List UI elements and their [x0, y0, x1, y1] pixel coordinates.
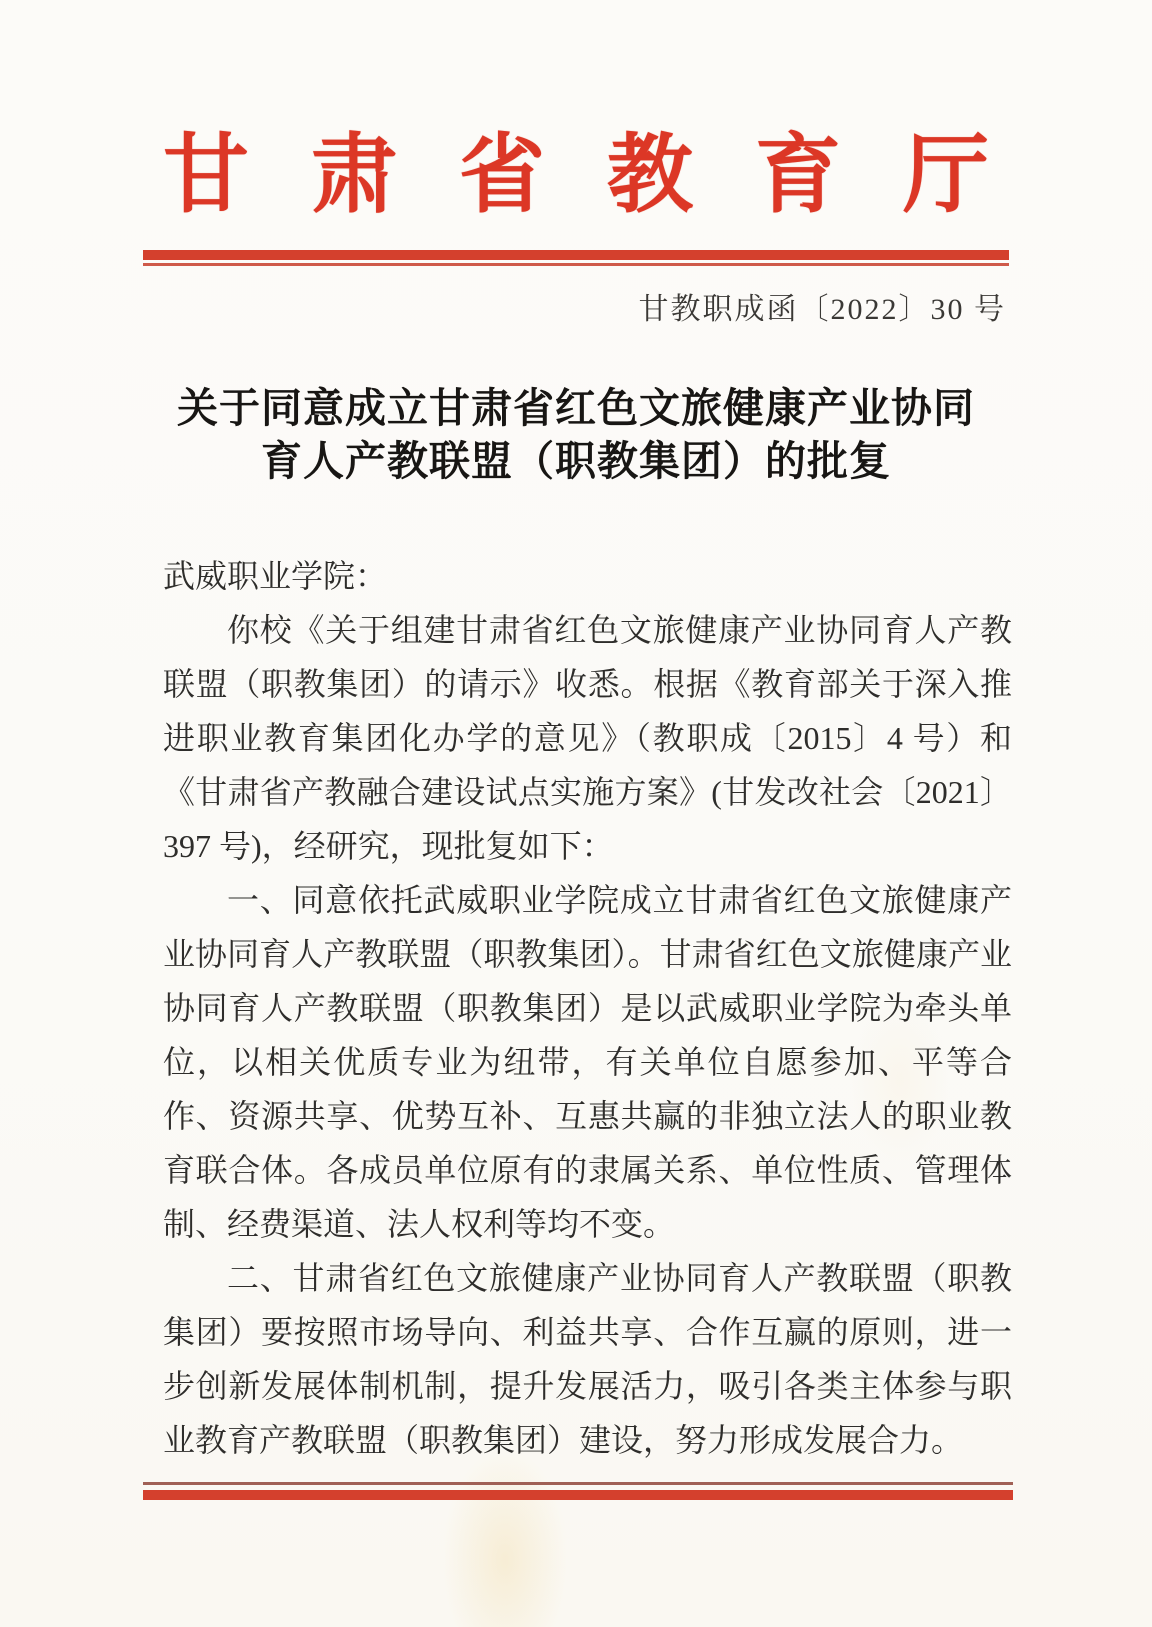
document-title-line-2: 育人产教联盟（职教集团）的批复	[261, 438, 891, 484]
footer-divider-thick-line	[143, 1490, 1013, 1500]
header-divider	[143, 250, 1009, 266]
paragraph-intro: 你校《关于组建甘肃省红色文旅健康产业协同育人产教联盟（职教集团）的请示》收悉。根据《教育部关于深入推进职业教育集团化办学的意见》（教职成〔2015〕4 号）和《甘肃省产教融合建设试点实施方案》(甘发改社会〔2021〕397 号)，经研究，现批复如下：	[163, 612, 1012, 864]
document-number: 甘教职成函〔2022〕30 号	[638, 293, 1006, 326]
paragraph-item-1: 一、同意依托武威职业学院成立甘肃省红色文旅健康产业协同育人产教联盟（职教集团）。甘肃省红色文旅健康产业协同育人产教联盟（职教集团）是以武威职业学院为牵头单位，以相关优质专业为纽带，有关单位自愿参加、平等合作、资源共享、优势互补、互惠共赢的非独立法人的职业教育联合体。各成员单位原有的隶属关系、单位性质、管理体制、经费渠道、法人权利等均不变。	[163, 882, 1012, 1242]
agency-letterhead: 甘肃省教育厅	[163, 127, 1051, 223]
document-title	[0, 382, 1152, 488]
paragraph-item-2: 二、甘肃省红色文旅健康产业协同育人产教联盟（职教集团）要按照市场导向、利益共享、合作互赢的原则，进一步创新发展体制机制，提升发展活力，吸引各类主体参与职业教育产教联盟（职教集团）建设，努力形成发展合力。	[163, 1260, 1012, 1458]
document-body	[163, 549, 1012, 1467]
salutation: 武威职业学院：	[163, 558, 388, 594]
document-title-line-1: 关于同意成立甘肃省红色文旅健康产业协同	[177, 385, 975, 431]
header-divider-thin-line	[143, 263, 1009, 266]
header-divider-thick-line	[143, 250, 1009, 260]
footer-divider	[143, 1482, 1013, 1500]
